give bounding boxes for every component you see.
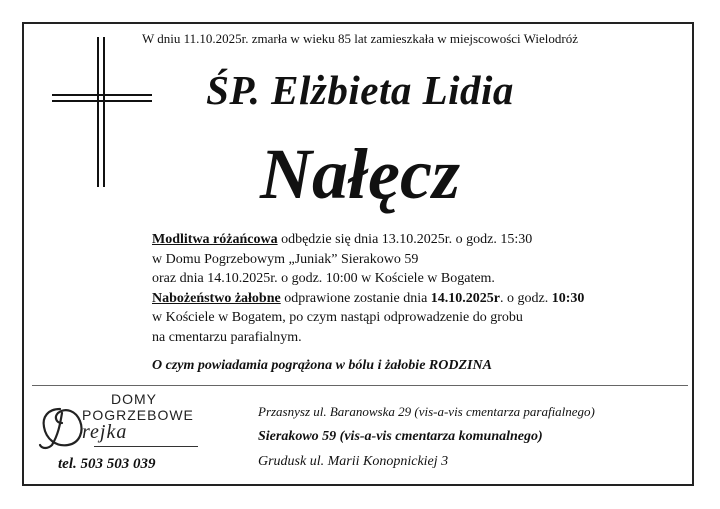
cemetery-line: na cmentarzu parafialnym. [152, 329, 302, 345]
address-grudusk: Grudusk ul. Marii Konopnickiej 3 [258, 454, 449, 469]
logo-line-pogrzebowe: POGRZEBOWE [82, 407, 194, 423]
deceased-surname: Nałęcz [260, 134, 460, 214]
logo-line-domy: DOMY [111, 391, 157, 407]
procession-line: w Kościele w Bogatem, po czym nastąpi odprowadzenie do grobu [152, 310, 523, 326]
mass-date: 14.10.2025r [430, 290, 501, 306]
address-przasnysz: Przasnysz ul. Baranowska 29 (vis-a-vis cmentarza parafialnego) [258, 404, 595, 419]
family-closing: O czym powiadamia pogrążona w bólu i żałobie RODZINA [152, 358, 492, 373]
logo-underline [94, 446, 198, 447]
mass-time: 10:30 [551, 290, 585, 306]
mass-text-a: odprawione zostanie dnia [280, 290, 431, 306]
mass-label: Nabożeństwo żałobne [152, 290, 281, 306]
funeral-home-logo [38, 391, 208, 451]
divider [32, 385, 688, 386]
rosary-text: odbędzie się dnia 13.10.2025r. o godz. 15:30 [277, 232, 533, 247]
address-sierakowo: Sierakowo 59 (vis-a-vis cmentarza komunalnego) [258, 429, 543, 444]
funeral-home-line: w Domu Pogrzebowym „Juniak” Sierakowo 59 [152, 251, 419, 267]
logo-name: rejka [82, 421, 128, 443]
deceased-given-names: ŚP. Elżbieta Lidia [206, 67, 514, 113]
rosary-label: Modlitwa różańcowa [152, 232, 278, 247]
church-rosary-line: oraz dnia 14.10.2025r. o godz. 10:00 w Kościele w Bogatem. [152, 271, 495, 287]
mass-text-b: . o godz. [500, 290, 552, 306]
death-notice-intro: W dniu 11.10.2025r. zmarła w wieku 85 lat zamieszkała w miejscowości Wielodróż [141, 31, 579, 46]
rosary-line [152, 230, 672, 250]
script-d-monogram-icon [38, 403, 88, 451]
mass-line [152, 289, 672, 309]
ceremony-details [152, 230, 672, 348]
phone-number: tel. 503 503 039 [58, 456, 156, 472]
